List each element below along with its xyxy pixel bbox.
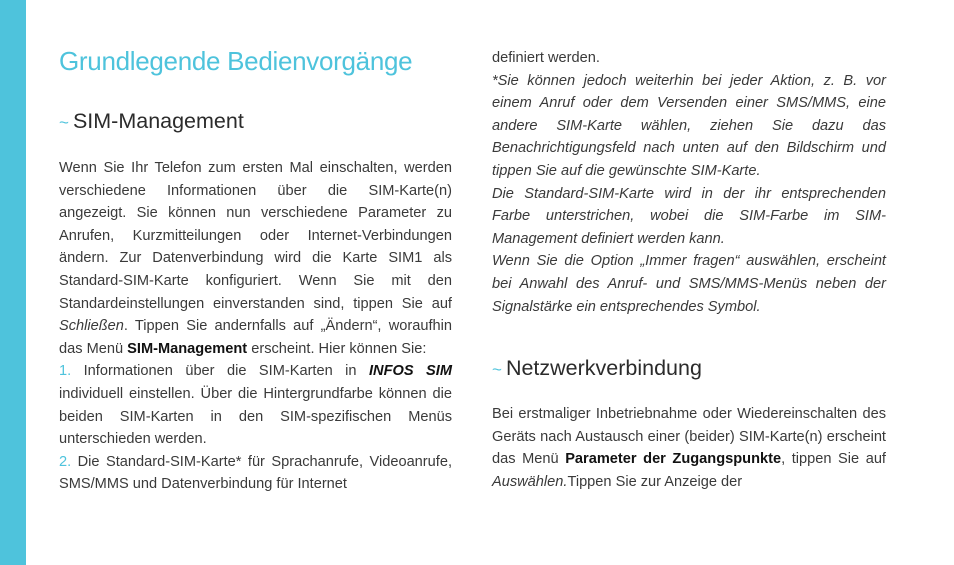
left-column <box>59 157 452 496</box>
list-number: 1. <box>59 363 72 380</box>
network-paragraph: Bei erstmaliger Inbetriebnahme oder Wiedereinschalten des Geräts nach Austausch einer (beider) SIM-Karte(n) erscheint das Menü Parameter der Zugangspunkte, tippen Sie auf Auswählen.Tippen Sie zur Anzeige der <box>492 406 886 490</box>
select-term: Auswählen. <box>492 473 568 490</box>
access-point-params-term: Parameter der Zugangspunkte <box>565 451 782 468</box>
sim-management-menu-term: SIM-Management <box>127 340 248 357</box>
footnote-paragraph: *Sie können jedoch weiterhin bei jeder Aktion, z. B. vor einem Anruf oder dem Versenden einer SMS/MMS, eine andere SIM-Karte wählen, ziehen Sie dazu das Benachrichtigungsfeld nach unten auf den Bildschirm und tippen Sie auf die gewünschte SIM-Karte. <box>492 72 886 179</box>
note-paragraph: Die Standard-SIM-Karte wird in der ihr entsprechenden Farbe unterstrichen, wobei die SIM-Farbe im SIM-Management definiert werden kann. <box>492 185 886 247</box>
list-number: 2. <box>59 453 72 470</box>
list-item-2-continuation: definiert werden. <box>492 50 600 66</box>
section-heading-label: SIM-Management <box>72 109 244 133</box>
sidebar-accent-bar <box>0 0 26 565</box>
note-paragraph: Wenn Sie die Option „Immer fragen“ auswählen, erscheint bei Anwahl des Anruf- und SMS/MMS-Menüs neben der Signalstärke ein entsprechendes Symbol. <box>492 253 886 315</box>
tilde-marker: ~ <box>492 360 502 379</box>
right-column-top <box>492 47 886 318</box>
right-column-bottom <box>492 403 886 493</box>
section-heading-label: Netzwerkverbindung <box>505 356 702 380</box>
tilde-marker: ~ <box>59 113 69 132</box>
list-item-2: 2. Die Standard-SIM-Karte* für Sprachanrufe, Videoanrufe, SMS/MMS und Datenverbindung für Internet <box>59 453 452 493</box>
intro-paragraph: Wenn Sie Ihr Telefon zum ersten Mal einschalten, werden verschiedene Informationen über die SIM-Karte(n) angezeigt. Sie können nun verschiedene Parameter zu Anrufen, Kurzmitteilungen oder Internet-Verbindungen ändern. Zur Datenverbindung wird die Karte SIM1 als Standard-SIM-Karte konfiguriert. Wenn Sie mit den Standardeinstellungen einverstanden sind, tippen Sie auf Schließen. Tippen Sie andernfalls auf „Ändern“, woraufhin das Menü SIM-Management erscheint. Hier können Sie: <box>59 160 452 357</box>
list-item-1: 1. Informationen über die SIM-Karten in INFOS SIM individuell einstellen. Über die Hintergrundfarbe können die beiden SIM-Karten in den SIM-spezifischen Menüs unterschieden werden. <box>59 363 452 448</box>
infos-sim-term: INFOS SIM <box>369 363 452 380</box>
section-heading-network <box>492 356 702 381</box>
section-heading-sim-management <box>59 109 244 134</box>
close-term: Schließen <box>59 318 124 335</box>
page-title: Grundlegende Bedienvorgänge <box>59 46 413 76</box>
